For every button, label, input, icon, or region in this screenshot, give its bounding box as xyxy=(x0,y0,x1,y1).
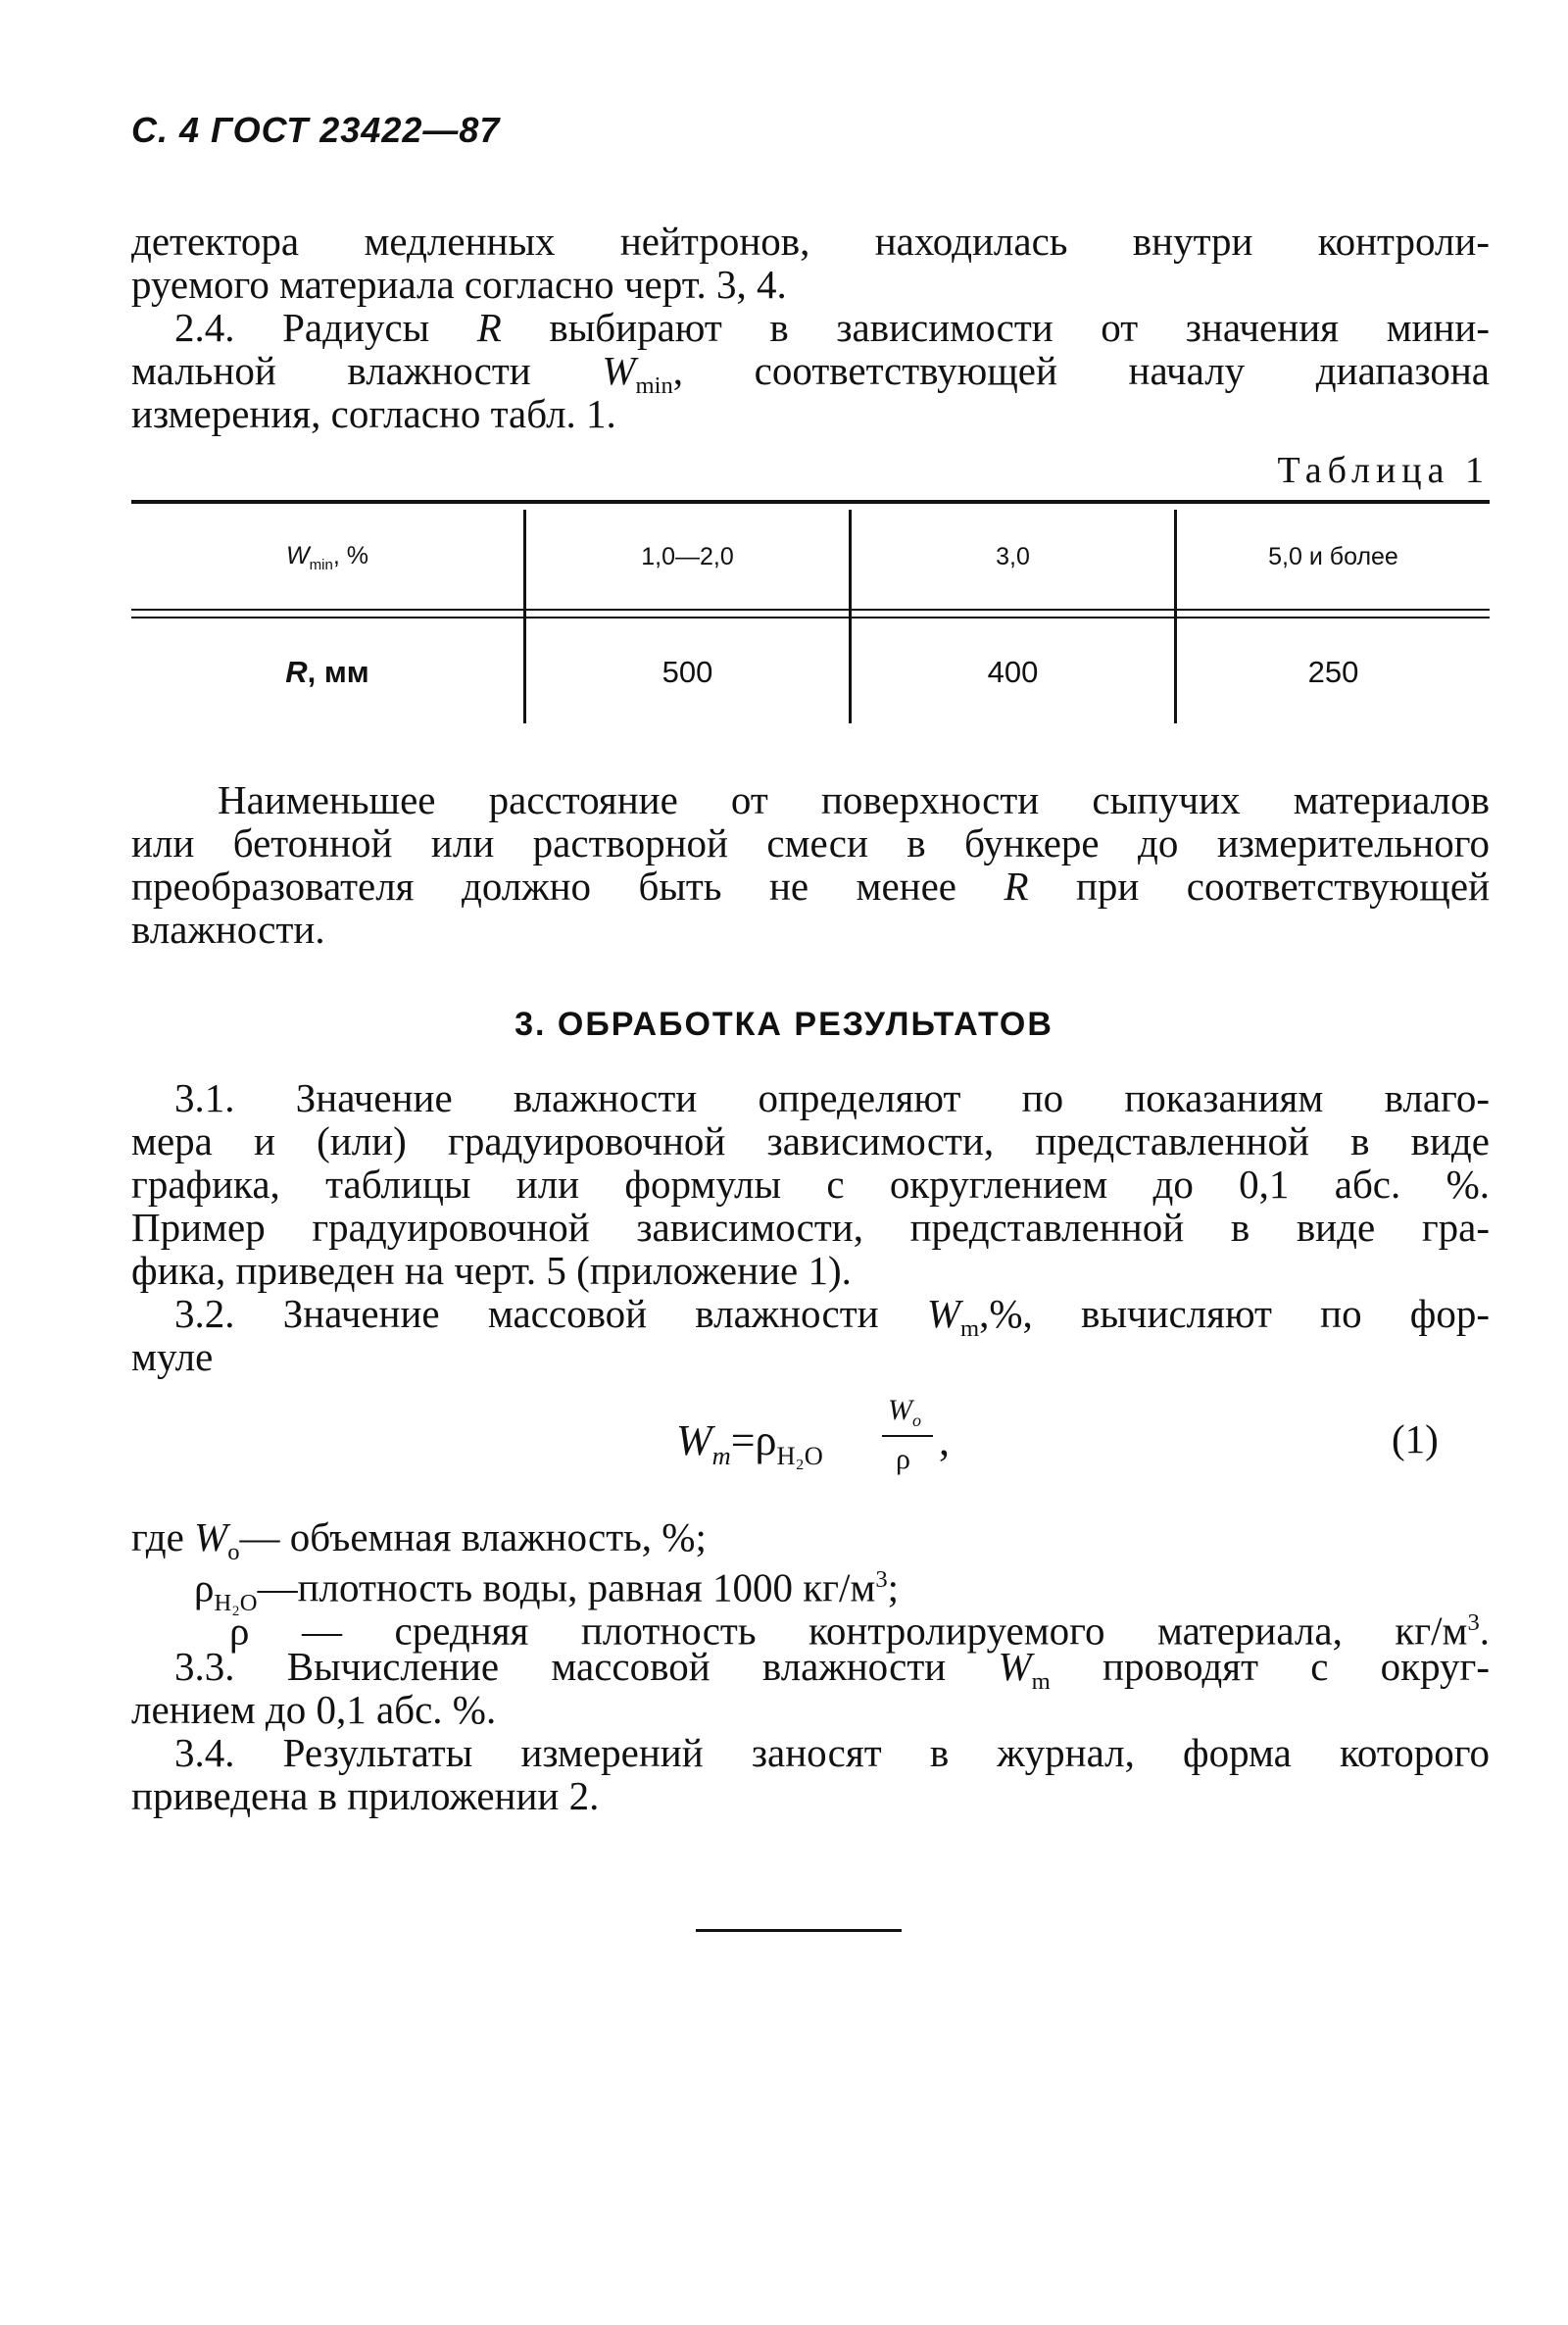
p33-line-1: 3.3. Вычисление массовой влажности $W_m$ проводят с округ- xyxy=(174,1644,1491,1696)
section-title: 3. ОБРАБОТКА РЕЗУЛЬТАТОВ xyxy=(514,1006,1054,1043)
formula-fraction-bar xyxy=(882,1435,933,1437)
p-after-table-line-1: Наименьшее расстояние от поверхности сыпучих материалов xyxy=(218,777,1490,822)
page-header: С. 4 ГОСТ 23422—87 xyxy=(131,110,501,150)
table-row2-label: R, мм xyxy=(285,655,369,689)
table-top-rule xyxy=(131,500,1490,504)
p34-line-2: приведена в приложении 2. xyxy=(131,1773,600,1818)
p24-line-2: мальной влажности $W_{min}$, соответствующей началу диапазона xyxy=(131,348,1491,400)
intro-line-2: руемого материала согласно черт. 3, 4. xyxy=(131,262,787,307)
formula-1 xyxy=(676,1392,1029,1509)
p-after-table-line-3: преобразователя должно быть не менее R при соответствующей xyxy=(131,864,1491,909)
p31-line-5: фика, приведен на черт. 5 (приложение 1). xyxy=(131,1248,852,1293)
p31-line-3: графика, таблицы или формулы с округлением до 0,1 абс. %. xyxy=(131,1162,1490,1207)
table-row2-cell-1: 500 xyxy=(662,655,713,689)
p31-line-2: мера и (или) градуировочной зависимости, представленной в виде xyxy=(131,1118,1490,1163)
formula-comma: , xyxy=(939,1416,950,1464)
formula-number: (1) xyxy=(1392,1416,1439,1461)
table-row1-cell-1: 1,0—2,0 xyxy=(641,543,734,570)
p24-line-3: измерения, согласно табл. 1. xyxy=(131,391,616,436)
p32-line-2: муле xyxy=(131,1334,214,1379)
table-caption: Таблица 1 xyxy=(1277,450,1490,491)
table-row1-cell-3: 5,0 и более xyxy=(1268,543,1398,570)
p33-line-2: лением до 0,1 абс. %. xyxy=(131,1687,497,1732)
table-row1-cell-2: 3,0 xyxy=(996,543,1030,570)
table-row1-label: $W_{min}$, % xyxy=(286,541,368,573)
p-after-table-line-4: влажности. xyxy=(131,907,325,952)
formula-numerator: $W_o$ xyxy=(888,1394,921,1430)
formula-denominator: ρ xyxy=(896,1443,910,1475)
p31-line-1: 3.1. Значение влажности определяют по показаниям влаго- xyxy=(174,1075,1490,1120)
p34-line-1: 3.4. Результаты измерений заносят в журнал, форма которого xyxy=(174,1730,1490,1775)
p24-line-1: 2.4. Радиусы R выбирают в зависимости от значения мини- xyxy=(174,305,1491,350)
table-mid-rule-2 xyxy=(131,617,1490,618)
table-row2-cell-2: 400 xyxy=(987,655,1039,689)
intro-line-1: детектора медленных нейтронов, находилась внутри контроли- xyxy=(131,219,1490,264)
where-line-2: $\rho_{H_2O}—плотность$ воды, равная 1000 $кг/м^3$; xyxy=(194,1564,900,1616)
table-row2-cell-3: 250 xyxy=(1307,655,1359,689)
where-line-1: где $W_o—$ объемная влажность, %; xyxy=(131,1514,707,1566)
table-mid-rule-1 xyxy=(131,609,1490,611)
p32-line-1: 3.2. Значение массовой влажности $W_m,\%$, вычисляют по фор- xyxy=(174,1291,1491,1343)
p-after-table-line-2: или бетонной или растворной смеси в бункере до измерительного xyxy=(131,820,1490,866)
p31-line-4: Пример градуировочной зависимости, представленной в виде гра- xyxy=(131,1205,1490,1250)
formula-lhs: $W_m=\rho_{H_2O}$ xyxy=(676,1416,823,1470)
end-rule xyxy=(696,1929,902,1932)
where-line-3: ρ — средняя плотность контролируемого материала, $кг/м^3$. xyxy=(229,1608,1490,1654)
